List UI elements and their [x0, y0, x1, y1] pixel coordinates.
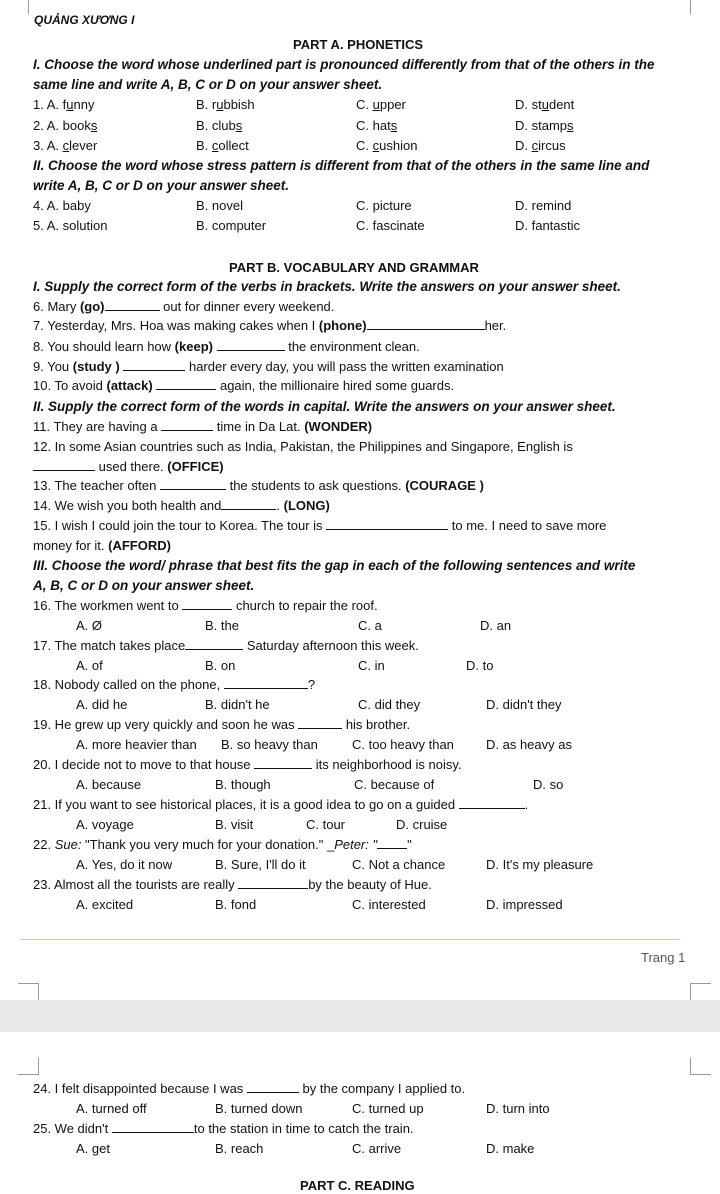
question-19-option-c: C. too heavy than [352, 737, 454, 752]
question-18-option-a: A. did he [76, 697, 128, 712]
question-24-option-c: C. turned up [352, 1101, 424, 1116]
question-24-option-a: A. turned off [76, 1101, 147, 1116]
question-19-stem: 19. He grew up very quickly and soon he was his brother. [33, 717, 411, 732]
corner-mark-page1-bottom-right [690, 983, 711, 1000]
question-2-option-a: 2. A. books [33, 118, 98, 133]
question-18-stem: 18. Nobody called on the phone, ? [33, 677, 316, 692]
question-21-option-a: A. voyage [76, 817, 134, 832]
question-17-option-d: D. to [466, 658, 494, 673]
question-10: 10. To avoid (attack) again, the millionaire hired some guards. [33, 378, 455, 393]
part-b-section-3-instruction-line1: III. Choose the word/ phrase that best fits the gap in each of the following sentences and write [33, 558, 636, 573]
footer-rule [20, 939, 680, 940]
question-16-option-b: B. the [205, 618, 239, 633]
corner-mark-top-right [690, 0, 711, 14]
question-12-line2: used there. (OFFICE) [33, 459, 224, 475]
question-24-stem: 24. I felt disappointed because I was by the company I applied to. [33, 1081, 466, 1096]
question-23-stem: 23. Almost all the tourists are really by the beauty of Hue. [33, 877, 432, 892]
question-19-option-d: D. as heavy as [486, 737, 572, 752]
question-13: 13. The teacher often the students to ask questions. (COURAGE ) [33, 478, 484, 493]
question-22-option-b: B. Sure, I'll do it [215, 857, 306, 872]
school-name: QUẢNG XƯƠNG I [34, 13, 135, 27]
part-b-section-2-instruction: II. Supply the correct form of the words in capital. Write the answers on your answer sheet. [33, 399, 616, 414]
question-7: 7. Yesterday, Mrs. Hoa was making cakes when I (phone) her. [33, 318, 507, 333]
question-24-option-b: B. turned down [215, 1101, 303, 1116]
question-4-option-a: 4. A. baby [33, 198, 91, 213]
question-3-option-b: B. collect [196, 138, 249, 153]
question-6: 6. Mary (go) out for dinner every weekend. [33, 299, 335, 314]
question-8: 8. You should learn how (keep) the environment clean. [33, 339, 420, 354]
section-1-instruction-line2: same line and write A, B, C or D on your answer sheet. [33, 77, 383, 92]
question-17-option-c: C. in [358, 658, 385, 673]
page-number: Trang 1 [641, 950, 686, 965]
question-4-option-b: B. novel [196, 198, 243, 213]
question-17-option-b: B. on [205, 658, 236, 673]
question-20-option-c: C. because of [354, 777, 435, 792]
question-1-option-d: D. student [515, 97, 575, 112]
section-2-instruction-line1: II. Choose the word whose stress pattern is different from that of the others in the same line and [33, 158, 650, 173]
question-21-option-c: C. tour [306, 817, 346, 832]
question-5-option-a: 5. A. solution [33, 218, 108, 233]
question-23-option-b: B. fond [215, 897, 257, 912]
part-b-title: PART B. VOCABULARY AND GRAMMAR [229, 260, 479, 275]
question-5-option-c: C. fascinate [356, 218, 425, 233]
part-b-section-1-instruction: I. Supply the correct form of the verbs in brackets. Write the answers on your answer sheet. [33, 279, 621, 294]
question-5-option-b: B. computer [196, 218, 267, 233]
section-2-instruction-line2: write A, B, C or D on your answer sheet. [33, 178, 290, 193]
question-1-option-b: B. rubbish [196, 97, 255, 112]
question-21-option-d: D. cruise [396, 817, 448, 832]
question-3-option-d: D. circus [515, 138, 566, 153]
question-3-option-a: 3. A. clever [33, 138, 98, 153]
question-22-stem: 22. Sue: "Thank you very much for your donation." _Peter: " " [33, 837, 412, 852]
question-22-option-d: D. It's my pleasure [486, 857, 594, 872]
question-25-option-c: C. arrive [352, 1141, 402, 1156]
question-14: 14. We wish you both health and . (LONG) [33, 498, 330, 513]
question-21-stem: 21. If you want to see historical places, it is a good idea to go on a guided . [33, 797, 529, 812]
question-16-option-d: D. an [480, 618, 512, 633]
question-18-option-b: B. didn't he [205, 697, 270, 712]
question-25-option-b: B. reach [215, 1141, 264, 1156]
question-17-option-a: A. of [76, 658, 103, 673]
question-20-stem: 20. I decide not to move to that house its neighborhood is noisy. [33, 757, 462, 772]
question-16-option-a: A. Ø [76, 618, 103, 633]
question-3-option-c: C. cushion [356, 138, 418, 153]
question-23-option-d: D. impressed [486, 897, 563, 912]
question-23-option-a: A. excited [76, 897, 134, 912]
question-20-option-a: A. because [76, 777, 142, 792]
question-22-option-c: C. Not a chance [352, 857, 446, 872]
question-18-option-c: C. did they [358, 697, 421, 712]
question-19-option-a: A. more heavier than [76, 737, 197, 752]
part-a-title: PART A. PHONETICS [293, 37, 424, 52]
question-22-option-a: A. Yes, do it now [76, 857, 173, 872]
question-17-stem: 17. The match takes place Saturday afternoon this week. [33, 638, 419, 653]
corner-mark-page1-bottom-left [18, 983, 39, 1000]
question-16-stem: 16. The workmen went to church to repair the roof. [33, 598, 378, 613]
question-4-option-d: D. remind [515, 198, 572, 213]
question-1-option-c: C. upper [356, 97, 406, 112]
question-21-option-b: B. visit [215, 817, 254, 832]
question-20-option-b: B. though [215, 777, 271, 792]
question-23-option-c: C. interested [352, 897, 426, 912]
question-2-option-d: D. stamps [515, 118, 574, 133]
question-5-option-d: D. fantastic [515, 218, 581, 233]
question-9: 9. You (study ) harder every day, you will pass the written examination [33, 359, 504, 374]
question-12-line1: 12. In some Asian countries such as India, Pakistan, the Philippines and Singapore, English is [33, 439, 573, 454]
section-1-instruction-line1: I. Choose the word whose underlined part is pronounced differently from that of the others in the [33, 57, 655, 72]
corner-mark-page2-top-left [18, 1058, 39, 1075]
question-24-option-d: D. turn into [486, 1101, 550, 1116]
question-4-option-c: C. picture [356, 198, 412, 213]
question-20-option-d: D. so [533, 777, 564, 792]
part-c-title: PART C. READING [300, 1178, 415, 1193]
question-25-option-a: A. get [76, 1141, 110, 1156]
question-16-option-c: C. a [358, 618, 382, 633]
question-2-option-c: C. hats [356, 118, 398, 133]
question-15-line2: money for it. (AFFORD) [33, 538, 171, 553]
question-19-option-b: B. so heavy than [221, 737, 318, 752]
question-25-option-d: D. make [486, 1141, 535, 1156]
page-separator [0, 1000, 720, 1032]
question-1-option-a: 1. A. funny [33, 97, 95, 112]
corner-mark-page2-top-right [690, 1058, 711, 1075]
question-18-option-d: D. didn't they [486, 697, 562, 712]
part-b-section-3-instruction-line2: A, B, C or D on your answer sheet. [33, 578, 255, 593]
question-15-line1: 15. I wish I could join the tour to Korea. The tour is to me. I need to save more [33, 518, 607, 533]
question-25-stem: 25. We didn't to the station in time to catch the train. [33, 1121, 414, 1136]
question-2-option-b: B. clubs [196, 118, 243, 133]
question-11: 11. They are having a time in Da Lat. (WONDER) [33, 419, 373, 434]
